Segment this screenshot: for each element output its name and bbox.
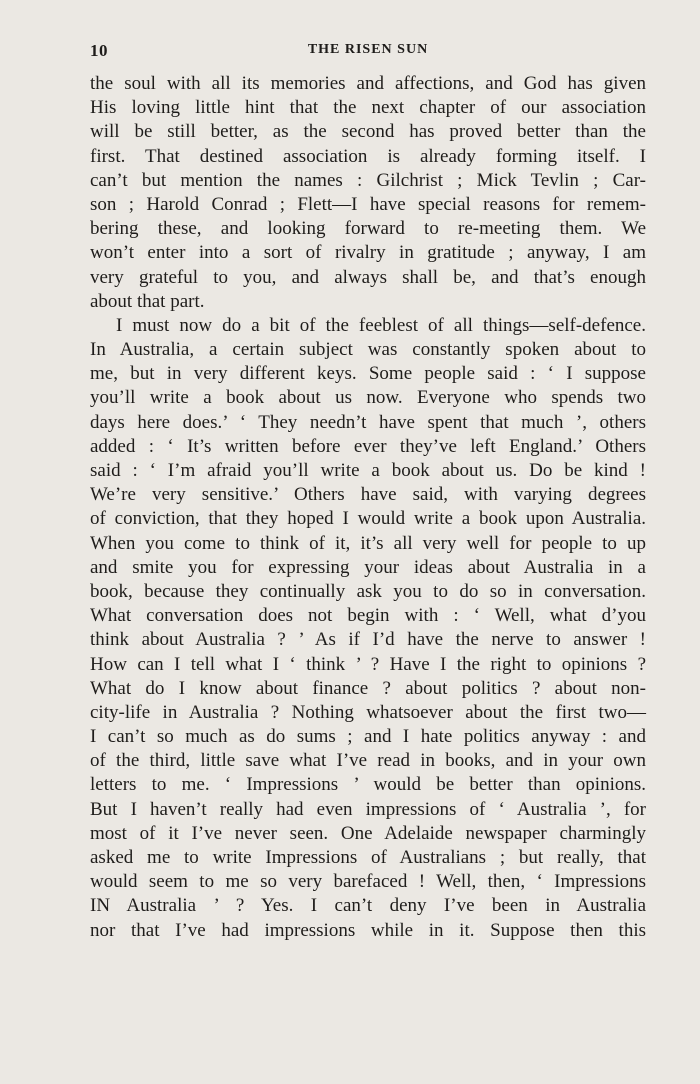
text-line: nor that I’ve had impressions while in it. Suppose then this	[90, 919, 646, 941]
page-number: 10	[90, 41, 108, 60]
running-head: THE RISEN SUN	[307, 42, 429, 57]
text-line: But I haven’t really had even impressions of ‘ Australia ’, for	[90, 798, 646, 820]
body-text	[90, 72, 646, 943]
text-line: What conversation does not begin with : ‘ Well, what d’you	[90, 605, 646, 627]
text-line: His loving little hint that the next chapter of our association	[90, 97, 646, 119]
text-line: most of it I’ve never seen. One Adelaide newspaper charmingly	[90, 822, 646, 844]
page-header	[90, 41, 646, 63]
text-line: book, because they continually ask you to do so in conversation.	[90, 580, 646, 602]
text-line: of conviction, that they hoped I would write a book upon Australia.	[90, 508, 646, 530]
text-line: days here does.’ ‘ They needn’t have spent that much ’, others	[90, 411, 646, 433]
text-line: and smite you for expressing your ideas about Australia in a	[90, 556, 646, 578]
text-line: bering these, and looking forward to re-meeting them. We	[90, 218, 646, 240]
paragraph-end-line: about that part.	[90, 290, 205, 312]
text-line: IN Australia ’ ? Yes. I can’t deny I’ve been in Australia	[90, 895, 646, 917]
text-line: think about Australia ? ’ As if I’d have the nerve to answer !	[90, 629, 646, 651]
text-line: said : ‘ I’m afraid you’ll write a book about us. Do be kind !	[90, 460, 646, 481]
text-line: won’t enter into a sort of rivalry in gratitude ; anyway, I am	[90, 242, 646, 264]
text-line: added : ‘ It’s written before ever they’ve left England.’ Others	[90, 435, 646, 457]
text-line: the soul with all its memories and affections, and God has given	[90, 73, 646, 94]
paragraph-start-line: I must now do a bit of the feeblest of all things—self-defence.	[116, 314, 646, 336]
text-line: can’t but mention the names : Gilchrist ; Mick Tevlin ; Car-	[90, 169, 646, 191]
text-line: city-life in Australia ? Nothing whatsoever about the first two—	[90, 701, 646, 723]
text-line: When you come to think of it, it’s all very well for people to up	[90, 532, 646, 554]
text-line: We’re very sensitive.’ Others have said, with varying degrees	[90, 484, 646, 506]
text-line: would seem to me so very barefaced ! Well, then, ‘ Impressions	[90, 871, 646, 893]
text-line: I can’t so much as do sums ; and I hate politics anyway : and	[90, 726, 646, 748]
text-line: of the third, little save what I’ve read in books, and in your own	[90, 750, 646, 772]
text-line: you’ll write a book about us now. Everyone who spends two	[90, 387, 646, 409]
text-line: very grateful to you, and always shall be, and that’s enough	[90, 266, 646, 288]
text-line: In Australia, a certain subject was constantly spoken about to	[90, 339, 646, 361]
text-line: will be still better, as the second has proved better than the	[90, 121, 646, 143]
text-line: son ; Harold Conrad ; Flett—I have special reasons for remem-	[90, 193, 646, 215]
text-line: asked me to write Impressions of Australians ; but really, that	[90, 847, 646, 868]
text-line: first. That destined association is already forming itself. I	[90, 145, 646, 167]
text-line: What do I know about finance ? about politics ? about non-	[90, 677, 646, 699]
text-line: How can I tell what I ‘ think ’ ? Have I the right to opinions ?	[90, 653, 646, 675]
text-line: me, but in very different keys. Some people said : ‘ I suppose	[90, 363, 646, 385]
text-line: letters to me. ‘ Impressions ’ would be better than opinions.	[90, 774, 646, 796]
